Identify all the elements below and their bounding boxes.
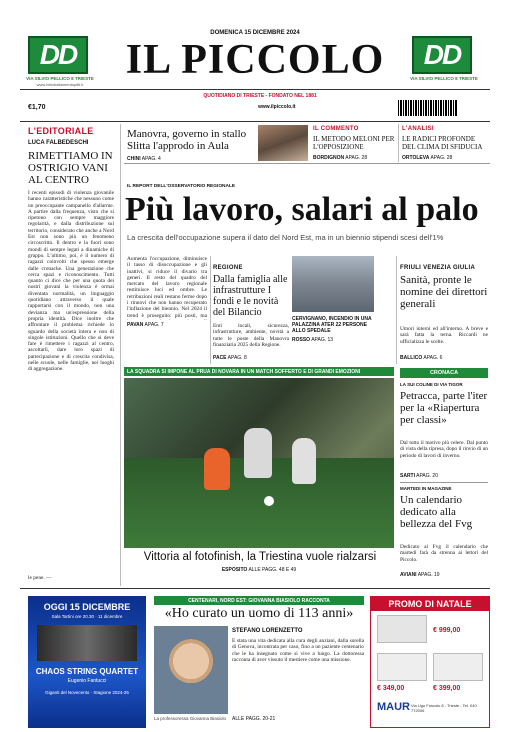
- top-story-photo: [258, 125, 308, 161]
- analisi-page: APAG. 28: [430, 155, 453, 161]
- editoriale-label: L'EDITORIALE: [28, 126, 94, 136]
- promo-item3: [433, 653, 483, 681]
- analisi-author: ORTOLEVA: [402, 155, 430, 161]
- promo-price3: € 399,00: [433, 685, 461, 692]
- concert-photo: [37, 625, 137, 661]
- main-author: PAVAN: [127, 322, 144, 328]
- friuli-page: APAG. 6: [423, 355, 443, 361]
- cronaca-page1: APAG. 20: [416, 473, 438, 479]
- concert-ad[interactable]: [28, 596, 146, 728]
- top-story-byline: [127, 156, 161, 162]
- analisi-label: L'ANALISI: [402, 126, 434, 132]
- friuli-title[interactable]: Sanità, pronte le nomine dei direttori generali: [400, 274, 488, 310]
- right-ad-logo[interactable]: [412, 36, 472, 74]
- regione-label: REGIONE: [213, 265, 243, 271]
- commento-label: IL COMMENTO: [313, 126, 359, 132]
- promo-address: Via Ugo Foscolo 8 - Trieste - Tel. 040 772006: [411, 703, 477, 713]
- photo-caption-page: APAG. 13: [311, 337, 334, 343]
- main-text: Aumenta l'occupazione, diminuisce il tasso di disoccupazione e gli inattivi, si riduce il divario tra generi. Il resto del quadro del mercato del lavoro regionale restituisce luci ed ombre. Le retribuzioni reali restano ferme dopo i rinnovi che non hanno recuperato l'inflazione del biennio. Nel 2024 il trend è proseguito: più posti, ma: [127, 256, 207, 319]
- left-ad-logo-mark: DD: [39, 39, 77, 70]
- editoriale-author: LUCA FALBEDESCHI: [28, 140, 89, 146]
- interview-headline[interactable]: «Ho curato un uomo di 113 anni»: [164, 606, 354, 621]
- masthead-subtitle: QUOTIDIANO DI TRIESTE - FONDATO NEL 1881: [203, 93, 317, 99]
- promo-price2: € 349,00: [377, 685, 405, 692]
- cronaca-text2: Dedicato al Fvg il calendario che martedì farà da strenna ai lettori del Piccolo.: [400, 544, 488, 563]
- promo-item2: [377, 653, 427, 681]
- cronaca-byline2: [400, 572, 440, 578]
- left-ad-text: VIA SILVIO PELLICO 8 TRIESTE: [26, 76, 94, 81]
- friuli-label: FRIULI VENEZIA GIULIA: [400, 265, 476, 271]
- promo-item1: [377, 615, 427, 643]
- site: www.ilpiccolo.it: [258, 104, 296, 110]
- editoriale-text-end: le pene. —: [28, 575, 52, 581]
- regione-text: Enti locali, sicurezza, infrastrutture, ambiente, novità a tutte le poste della Manovra finanziaria 2025 della Regione.: [213, 323, 289, 348]
- regione-page: APAG. 8: [227, 355, 247, 361]
- cronaca-page2: APAG. 19: [417, 572, 440, 578]
- friuli-text: Umori interni ed all'interno. A breve e sarà fatta la terna. Riccardi ne ufficializza le scelte.: [400, 326, 488, 345]
- photo-caption-byline: [292, 337, 333, 343]
- sport-byline: [124, 567, 394, 573]
- editoriale-text: I recenti episodi di violenza giovanile hanno caratteristiche che nessuno come un preoccupante campanello d'allarme. A partire dalla frequenza, visto che si ripetono con sempre maggiore regolarità, e dalla distribuzione sul territorio, considerato che anche a Nord Est non sono più un fenomeno circoscritto. Il dentro e la fuori sono mondi di sempre legati a dinamiche di gruppo. L'ultimo, poi, è il numero di ragazzi coinvolti che spesso emerge dalle cronache. Una generazione che cerca spazi e riconoscimento. Tutti quanto ci dice che per una quota dei nostri giovani la violenza è ormai diventata normalità, un linguaggio quotidiano attraverso il quale rapportarsi con il mondo, non una devianza ma un'espressione della propria identità. Dice inoltre che affrontare il problema richiede lo sguardo della società intera e non di singole istituzioni. Quello che si deve fare è rimettere i ragazzi al centro, ascoltarli, dare loro spazi di partecipazione e di crescita condivisa, nelle scuole, nelle famiglie, nei luoghi di aggregazione.: [28, 190, 114, 373]
- concert-date: OGGI 15 DICEMBRE: [43, 602, 131, 612]
- cronaca-byline1: [400, 473, 438, 479]
- cronaca-title2[interactable]: Un calendario dedicato alla bellezza del Fvg: [400, 494, 473, 530]
- left-ad-url: www.lottotrattamentopitti.it: [36, 82, 84, 87]
- main-byline: [127, 322, 164, 328]
- building-photo: [292, 256, 374, 312]
- commento-title[interactable]: IL METODO MELONI PER L'OPPOSIZIONE: [313, 135, 395, 151]
- main-page: APAG. 7: [144, 322, 164, 328]
- concert-title: CHAOS STRING QUARTET: [35, 667, 139, 676]
- promo-title: PROMO DI NATALE: [371, 597, 489, 611]
- sport-author: ESPOSITO: [221, 567, 248, 573]
- right-ad-text: VIA SILVIO PELLICO 8 TRIESTE: [410, 76, 478, 81]
- regione-title[interactable]: Dalla famiglia alle infrastrutture I fondi e le novità del Bilancio: [213, 274, 288, 318]
- masthead-date: DOMENICA 15 DICEMBRE 2024: [210, 30, 300, 36]
- sport-page: ALLE PAGG. 48 E 49: [248, 567, 297, 573]
- concert-sub2: Eugenio Fantucci: [67, 678, 107, 684]
- main-headline[interactable]: Più lavoro, salari al palo: [125, 191, 479, 228]
- top-story-title[interactable]: Manovra, governo in stallo Slitta l'approdo in Aula: [127, 128, 247, 152]
- cronaca-kicker2: MARTEDI IN MAGAZINE: [400, 486, 452, 491]
- analisi-title[interactable]: LE RADICI PROFONDE DEL CLIMA DI SFIDUCIA: [402, 135, 483, 151]
- promo-ad[interactable]: [370, 596, 490, 728]
- top-story-author: CHINI: [127, 156, 141, 162]
- left-ad-logo[interactable]: [28, 36, 88, 74]
- price: €1,70: [28, 104, 46, 111]
- cronaca-author2: AVIANI: [400, 572, 417, 578]
- friuli-author: BALLICO: [400, 355, 423, 361]
- concert-sub: Sala Tartini ore 20.30 · 11 dicembre: [51, 614, 123, 619]
- sport-photo: [124, 378, 394, 548]
- interview-photo: [154, 626, 228, 714]
- cronaca-kicker1: LA SUI COLINE DI VIA TIGOR: [400, 382, 463, 387]
- promo-price1: € 999,00: [433, 627, 461, 634]
- interview-author: STEFANO LORENZETTO: [232, 628, 303, 634]
- interview-text: È stata una vita dedicata alla cura degli anziani, dalla sorella di Genova, incontrata per caso, fino a un paziente centenario che le ha insegnato come si vive a lungo. La dottoressa racconta di aver vissuto il mestiere come una missione.: [232, 638, 364, 663]
- main-kicker: IL REPORT DELL'OSSERVATORIO REGIONALE: [127, 184, 236, 189]
- photo-caption-title: CERVIGNANO, INCENDIO IN UNA PALAZZINA ATER 22 PERSONE ALLO SPEDALE: [292, 316, 372, 334]
- interview-page: ALLE PAGG. 20-21: [232, 716, 276, 722]
- regione-byline: [213, 355, 247, 361]
- cronaca-author1: SARTI: [400, 473, 415, 479]
- sport-headline[interactable]: Vittoria al fotofinish, la Triestina vuole rialzarsi: [143, 551, 377, 563]
- friuli-byline: [400, 355, 442, 361]
- photo-caption-author: ROSSO: [292, 337, 311, 343]
- interview-caption: La professoressa Giovanna Biasiolo: [154, 716, 227, 721]
- sport-strip: LA SQUADRA SI IMPONE AL PRUA DI NOVARA IN UN MATCH SOFFERTO E DI GRANDI EMOZIONI: [124, 367, 394, 376]
- regione-author: PACE: [213, 355, 227, 361]
- masthead-title: IL PICCOLO: [125, 37, 385, 83]
- top-story-page: APAG. 4: [141, 156, 161, 162]
- interview-strip: CENTENARI, NORD EST: GIOVANNA BIASIOLO RACCONTA: [154, 596, 364, 605]
- commento-author: BORDIGNON: [313, 155, 345, 161]
- commento-page: APAG. 28: [345, 155, 368, 161]
- cronaca-title1[interactable]: Petracca, parte l'iter per la «Riapertura per classi»: [400, 390, 488, 426]
- cronaca-text1: Dal tutto il motivo più celere. Dal punto di vista della ripresa, dopo il rinvio di un periodo di lavori di inverno.: [400, 440, 488, 459]
- editoriale-title: RIMETTIAMO IN OSTRIGIO VANI AL CENTRO: [28, 150, 113, 186]
- concert-details: Giganti del Novecento · Stagione 2024-25: [45, 690, 129, 695]
- commento-byline: [313, 155, 367, 161]
- barcode: [398, 100, 458, 116]
- analisi-byline: [402, 155, 452, 161]
- main-subhead: La crescita dell'occupazione supera il dato del Nord Est, ma in un biennio stipendi scesi dell'1%: [127, 233, 444, 242]
- promo-brand: MAUR: [377, 701, 410, 713]
- right-ad-logo-mark: DD: [423, 39, 461, 70]
- cronaca-label: CRONACA: [400, 368, 488, 378]
